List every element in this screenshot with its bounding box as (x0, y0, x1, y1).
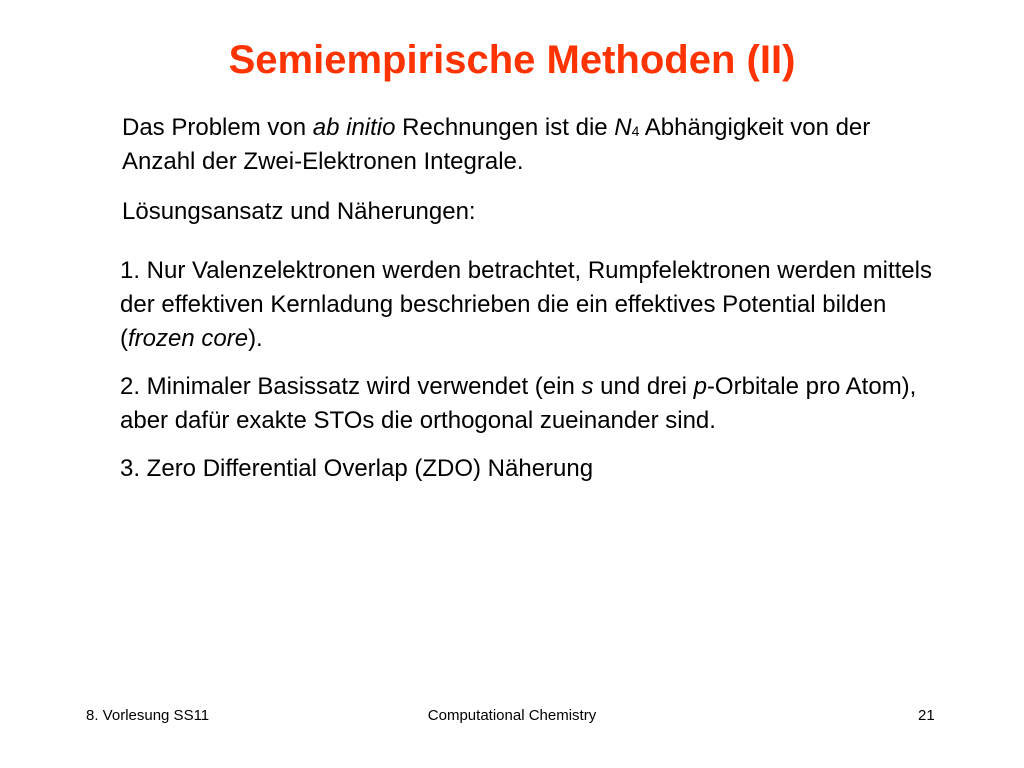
item-2-text-e: -Orbitale pro Atom), aber dafür exakte STOs die orthogonal zueinander sind. (120, 373, 917, 434)
intro-text-3: Abhängigkeit von der Anzahl der Zwei-Elektronen Integrale. (122, 114, 871, 175)
footer-course: Computational Chemistry (427, 707, 597, 724)
item-2-p: p (693, 373, 707, 400)
item-2-s: s (581, 373, 594, 400)
list-item (120, 452, 940, 486)
slide-title: Semiempirische Methoden (II) (228, 38, 796, 82)
item-1-frozen-core: frozen core (128, 325, 249, 352)
intro-exponent: 4 (631, 123, 640, 139)
item-1-text-a: 1. Nur Valenzelektronen werden betrachtet, Rumpfelektronen werden mittels der effektiven Kernladung beschrieben die ein effektives Potential bilden ( (120, 257, 932, 352)
intro-ab-initio: ab initio (312, 114, 396, 141)
approximation-list (120, 254, 940, 500)
intro-n: N (614, 114, 632, 141)
item-2-text-a: 2. Minimaler Basissatz wird verwendet (ein (120, 373, 582, 400)
approach-heading: Lösungsansatz und Näherungen: (122, 198, 476, 225)
intro-text-1: Das Problem von (122, 114, 313, 141)
item-3-text: 3. Zero Differential Overlap (ZDO) Näherung (120, 455, 594, 482)
intro-paragraph (122, 111, 942, 179)
footer-lecture: 8. Vorlesung SS11 (86, 707, 210, 724)
item-1-text-c: ). (248, 325, 263, 352)
footer-page-number: 21 (918, 707, 935, 724)
intro-text-2: Rechnungen ist die (395, 114, 615, 141)
list-item (120, 370, 940, 438)
item-2-text-c: und drei (593, 373, 694, 400)
list-item (120, 254, 940, 356)
